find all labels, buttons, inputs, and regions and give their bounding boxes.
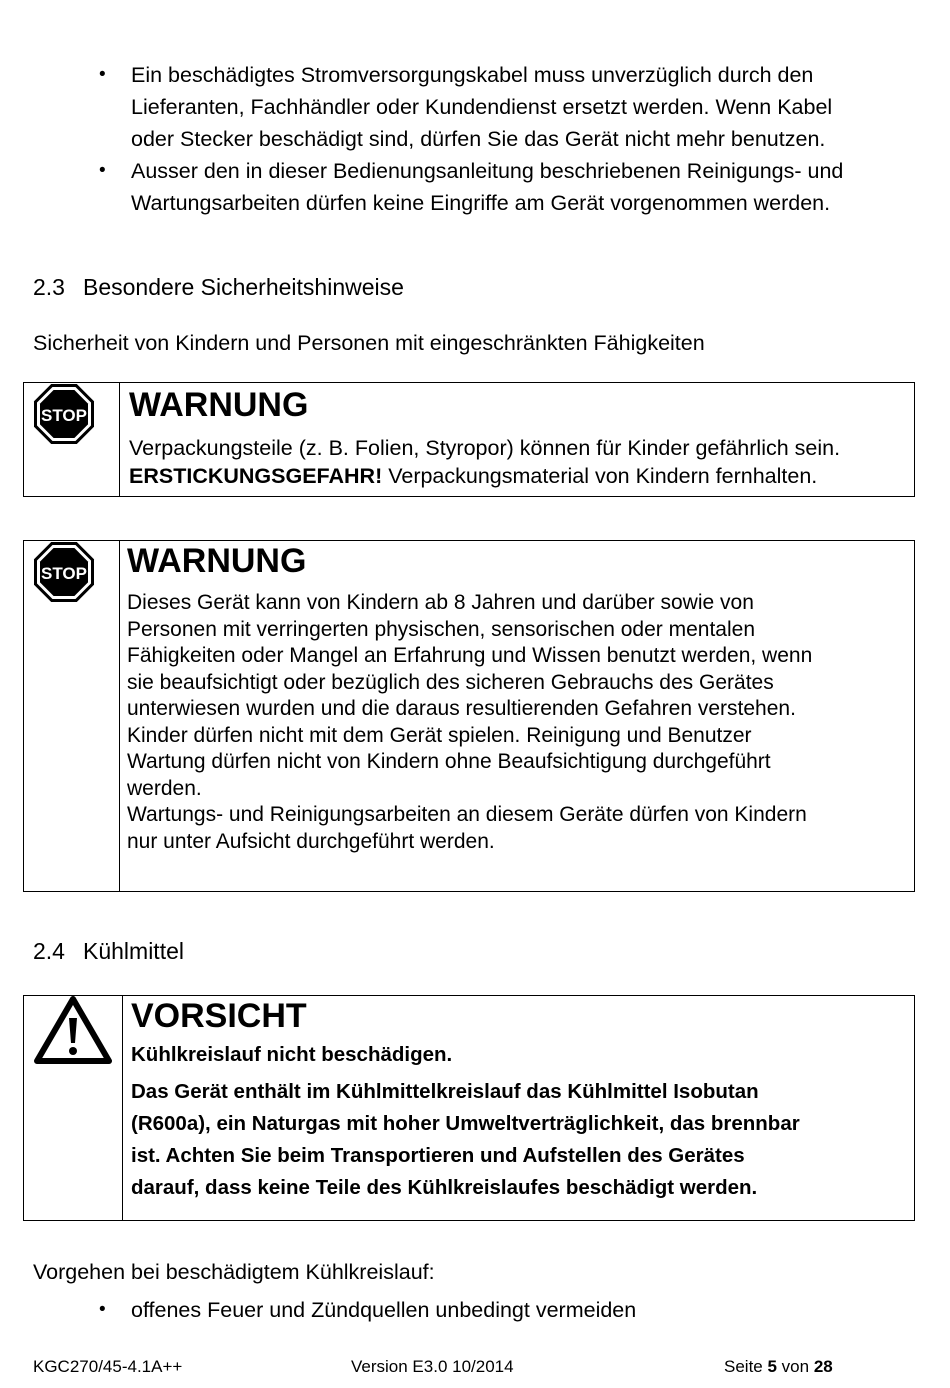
section-title: Kühlmittel [83, 938, 184, 964]
warning-title: WARNUNG [129, 386, 309, 424]
safety-bullet-list [0, 59, 843, 219]
list-item [0, 59, 843, 155]
caution-title: VORSICHT [131, 997, 307, 1035]
procedure-intro: Vorgehen bei beschädigtem Kühlkreislauf: [33, 1260, 435, 1284]
stop-icon-text: STOP [41, 564, 87, 583]
section-title: Besondere Sicherheitshinweise [83, 274, 404, 300]
warning-body [127, 590, 912, 855]
bullet-line: Ein beschädigtes Stromversorgungskabel muss unverzüglich durch den [131, 63, 814, 87]
caution-subtitle: Kühlkreislauf nicht beschädigen. [131, 1043, 453, 1066]
warning-text-cell [127, 541, 912, 855]
section-heading-2-3 [33, 272, 404, 302]
warning-box-children [23, 540, 915, 892]
warning-line: werden. [127, 776, 202, 800]
warning-body [129, 434, 909, 490]
caution-line: ist. Achten Sie beim Transportieren und Aufstellen des Gerätes [131, 1144, 745, 1167]
warning-emphasis: ERSTICKUNGSGEFAHR! [129, 464, 383, 488]
caution-body [131, 1039, 906, 1204]
icon-cell [24, 541, 120, 891]
bullet-line: Ausser den in dieser Bedienungsanleitung beschriebenen Reinigungs- und [131, 159, 844, 183]
warning-text-cell [129, 385, 909, 490]
bullet-line: oder Stecker beschädigt sind, dürfen Sie das Gerät nicht mehr benutzen. [131, 127, 826, 151]
caution-line: Das Gerät enthält im Kühlmittelkreislauf das Kühlmittel Isobutan [131, 1080, 759, 1103]
warning-triangle-icon [34, 996, 112, 1064]
section-heading-2-4 [33, 936, 184, 966]
warning-line-rest: Verpackungsmaterial von Kindern fernhalten. [382, 464, 818, 488]
warning-line: Wartung dürfen nicht von Kindern ohne Beaufsichtigung durchgeführt [127, 750, 771, 773]
footer-model: KGC270/45-4.1A++ [33, 1357, 183, 1376]
page-total: 28 [813, 1357, 833, 1376]
icon-cell [24, 383, 120, 496]
warning-line: sie beaufsichtigt oder bezüglich des sicheren Gebrauchs des Gerätes [127, 670, 774, 694]
bullet-line: offenes Feuer und Zündquellen unbedingt vermeiden [131, 1298, 637, 1322]
warning-line: nur unter Aufsicht durchgeführt werden. [127, 829, 495, 853]
section-number: 2.3 [33, 274, 65, 300]
warning-line: Fähigkeiten oder Mangel an Erfahrung und Wissen benutzt werden, wenn [127, 644, 813, 667]
caution-line: darauf, dass keine Teile des Kühlkreislaufes beschädigt werden. [131, 1176, 758, 1199]
warning-box-packaging [23, 382, 915, 497]
stop-icon-text: STOP [41, 406, 87, 425]
caution-box-refrigerant [23, 995, 915, 1221]
page-current: 5 [767, 1357, 777, 1376]
page-separator: von [776, 1357, 814, 1376]
warning-line: Dieses Gerät kann von Kindern ab 8 Jahren und darüber sowie von [127, 591, 754, 614]
warning-title: WARNUNG [127, 542, 307, 580]
bullet-line: Wartungsarbeiten dürfen keine Eingriffe am Gerät vorgenommen werden. [131, 191, 831, 215]
stop-sign-icon [33, 383, 95, 445]
footer-version: Version E3.0 10/2014 [351, 1357, 514, 1376]
warning-line [129, 462, 909, 490]
warning-line: Verpackungsteile (z. B. Folien, Styropor) können für Kinder gefährlich sein. [129, 436, 841, 460]
footer-page-number [724, 1357, 833, 1377]
list-item [0, 155, 843, 219]
section-number: 2.4 [33, 938, 65, 964]
page-prefix: Seite [724, 1357, 768, 1376]
list-item [0, 1294, 636, 1326]
caution-line: (R600a), ein Naturgas mit hoher Umweltverträglichkeit, das brennbar [131, 1112, 800, 1135]
icon-cell [24, 996, 123, 1220]
warning-line: Wartungs- und Reinigungsarbeiten an diesem Geräte dürfen von Kindern [127, 803, 807, 826]
bullet-line: Lieferanten, Fachhändler oder Kundendienst ersetzt werden. Wenn Kabel [131, 95, 833, 119]
procedure-bullet-list [0, 1294, 636, 1326]
stop-sign-icon [33, 541, 95, 603]
warning-line: Kinder dürfen nicht mit dem Gerät spielen. Reinigung und Benutzer [127, 723, 752, 747]
caution-text-cell [131, 996, 906, 1204]
warning-line: Personen mit verringerten physischen, sensorischen oder mentalen [127, 617, 756, 641]
warning-line: unterwiesen wurden und die daraus resultierenden Gefahren verstehen. [127, 697, 796, 720]
section-intro: Sicherheit von Kindern und Personen mit eingeschränkten Fähigkeiten [33, 331, 705, 355]
